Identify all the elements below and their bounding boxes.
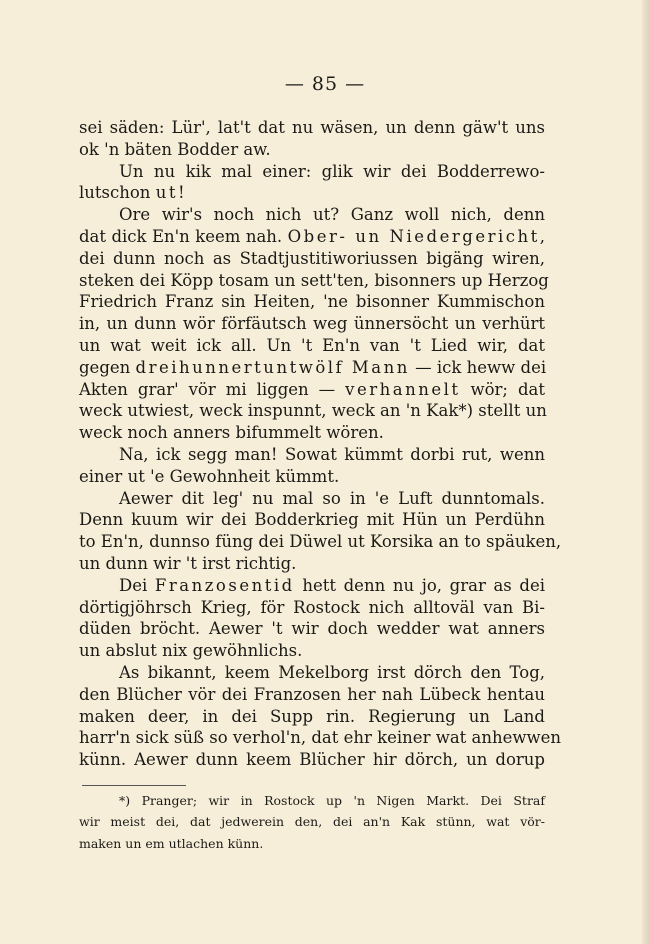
text-line: dei dunn noch as Stadtjustitiworiussen bigäng wiren, bbox=[79, 248, 545, 268]
page-number: — 85 — bbox=[284, 73, 366, 95]
text-line: Friedrich Franz sin Heiten, 'ne bisonner Kummischon bbox=[79, 292, 545, 312]
footnote-line: maken un em utlachen künn. bbox=[79, 835, 264, 851]
text-line: Dei Franzosentid hett denn nu jo, grar as dei bbox=[119, 575, 546, 595]
text-line: to En'n, dunnso füng dei Düwel ut Korsika an to späuken, bbox=[79, 532, 562, 552]
text-line: einer ut 'e Gewohnheit kümmt. bbox=[79, 466, 340, 486]
text-line: gegen dreihunnertuntwölf Mann — ick heww dei bbox=[79, 357, 547, 377]
text-line: künn. Aewer dunn keem Blücher hir dörch, un dorup bbox=[79, 750, 545, 770]
text-line: ok 'n bäten Bodder aw. bbox=[79, 139, 271, 159]
text-line: maken deer, in dei Supp rin. Regierung un Land bbox=[79, 706, 545, 726]
emphasized-text: ut! bbox=[155, 183, 188, 203]
footnote bbox=[79, 790, 545, 854]
text-line: un abslut nix gewöhnlichs. bbox=[79, 641, 303, 661]
text-line: dat dick En'n keem nah. Ober- un Niedergericht, bbox=[79, 226, 545, 246]
text-line: den Blücher vör dei Franzosen her nah Lübeck hentau bbox=[79, 684, 545, 704]
page-edge-shadow bbox=[642, 0, 650, 944]
footnote-line: *) Pranger; wir in Rostock up 'n Nigen Markt. Dei Straf bbox=[119, 793, 545, 808]
text-line: Denn kuum wir dei Bodderkrieg mit Hün un Perdühn bbox=[79, 510, 545, 530]
text-line: weck utwiest, weck inspunnt, weck an 'n Kak*) stellt un bbox=[79, 401, 547, 421]
text-line: sei säden: Lür', lat't dat nu wäsen, un denn gäw't uns bbox=[79, 118, 545, 137]
text-line: Aewer dit leg' nu mal so in 'e Luft dunntomals. bbox=[119, 488, 545, 508]
footnote-line: wir meist dei, dat jedwerein den, dei an'n Kak stünn, wat vör- bbox=[79, 814, 545, 830]
emphasized-text: Ober- un Niedergericht bbox=[287, 226, 540, 246]
emphasized-text: Franzosentid bbox=[154, 575, 295, 595]
text-line: weck noch anners bifummelt wören. bbox=[79, 423, 384, 443]
emphasized-text: verhannelt bbox=[345, 379, 461, 399]
text-line: dörtigjöhrsch Krieg, för Rostock nich alltoväl van Bi- bbox=[79, 597, 545, 617]
footnote-divider bbox=[82, 785, 186, 786]
text-line: düden bröcht. Aewer 't wir doch wedder wat anners bbox=[79, 619, 545, 639]
text-line: un dunn wir 't irst richtig. bbox=[79, 553, 297, 573]
text-line: Ore wir's noch nich ut? Ganz woll nich, denn bbox=[119, 205, 545, 225]
text-line: steken dei Köpp tosam un sett'ten, bisonners up Herzog bbox=[79, 270, 549, 290]
text-line: in, un dunn wör förfäutsch weg ünnersöcht un verhürt bbox=[79, 314, 545, 334]
text-line: harr'n sick süß so verhol'n, dat ehr keiner wat anhewwen bbox=[79, 728, 562, 748]
body-text bbox=[79, 117, 562, 771]
text-line: Un nu kik mal einer: glik wir dei Bodderrewo- bbox=[119, 161, 545, 181]
text-line: As bikannt, keem Mekelborg irst dörch den Tog, bbox=[119, 662, 545, 682]
text-line: Na, ick segg man! Sowat kümmt dorbi rut, wenn bbox=[119, 444, 545, 464]
text-line: un wat weit ick all. Un 't En'n van 't Lied wir, dat bbox=[79, 335, 545, 355]
text-line: lutschon ut! bbox=[79, 183, 188, 203]
text-line: Akten grar' vör mi liggen — verhannelt wör; dat bbox=[79, 379, 545, 399]
emphasized-text: dreihunnertuntwölf Mann bbox=[135, 357, 410, 377]
